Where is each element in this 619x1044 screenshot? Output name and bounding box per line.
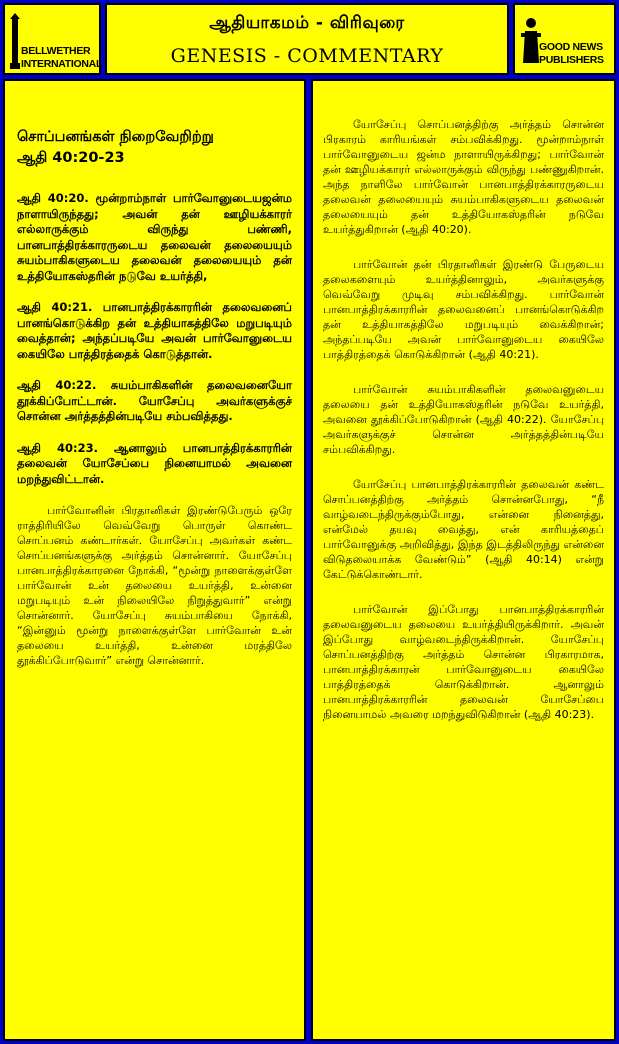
verse-40-23: ஆதி 40:23. ஆனாலும் பானபாத்திரக்காரரின் தலைவன் யோசேப்பை நினையாமல் அவனை மறந்துவிட்டான். — [17, 440, 292, 486]
right-column — [311, 79, 616, 1041]
tower-icon — [9, 13, 21, 69]
commentary-paragraph: பார்வோனின் பிரதானிகள் இரண்டுபேரும் ஒரே ராத்திரியிலே வெவ்வேறு பொருள் கொண்ட சொப்பனம் கண்டார்கள். யோசேப்பு அவர்கள் கண்ட சொப்பனங்களுக்கு அர்த்தம் சொன்னார். யோசேப்பு பானபாத்திரக்காரனை நோக்கி, “மூன்று நாளைக்குள்ளே பார்வோன் உன் தலையை உயர்த்தி, உன்னை மறுபடியும் உன் நிலையிலே நிறுத்துவார்” என்று சொன்னார். யோசேப்பு சுயம்பாகியை நோக்கி, “இன்னும் மூன்று நாளைக்குள்ளே பார்வோன் உன் தலையை உயர்த்தி, உன்னை மரத்திலே தூக்கிப்போடுவார்” என்று சொன்னார். — [17, 504, 292, 667]
commentary-paragraph: பார்வோன் தன் பிரதானிகள் இரண்டு பேருடைய தலைகளையும் உயர்த்தினாலும், அவர்களுக்கு வெவ்வேறு முடிவு சம்பவிக்கிறது. பார்வோன் பானபாத்திரக்காரரின் தலைவனைப் பானங்கொடுக்கிற தன் உத்தியாகத்திலே மறுபடியும் வைக்கிறான்; அந்தப்படியே அவன் பார்வோனுடைய கையிலே பாத்திரத்தைக் கொடுக்கிறான் (ஆதி 40:21). — [323, 258, 604, 361]
header-title-box — [105, 3, 509, 75]
good-news-logo-text: GOOD NEWS PUBLISHERS — [539, 41, 604, 66]
good-news-logo — [513, 3, 616, 75]
title-tamil: ஆதியாகமம் - விரிவுரை — [209, 13, 405, 33]
title-english: GENESIS - COMMENTARY — [170, 45, 444, 67]
commentary-paragraph: யோசேப்பு சொப்பனத்திற்கு அர்த்தம் சொன்ன பிரகாரம் காரியங்கள் சம்பவிக்கிறது. மூன்றாம்நாள் பார்வோனுடைய ஜன்ம நாளாயிருக்கிறது; பார்வோன் தன் ஊழியக்காரர் எல்லாருக்கும் விருந்து பண்ணுகிறான். அந்த நாளிலே பார்வோன் பானபாத்திரக்காரருடைய தலைவன் தலையையும் சுயம்பாகிகளுடைய தலைவன் தலையையும் தன் உத்தியோகஸ்தரின் நடுவே உயர்த்துகிறான் (ஆதி 40:20). — [323, 118, 604, 236]
left-column — [3, 79, 306, 1041]
bellwether-logo — [3, 3, 101, 75]
commentary-paragraph: பார்வோன் சுயம்பாகிகளின் தலைவனுடைய தலையை தன் உத்தியோகஸ்தரின் நடுவே உயர்த்தி, அவனை தூக்கிப்போடுகிறான் (ஆதி 40:22). யோசேப்பு அவர்களுக்குச் சொன்ன அர்த்தத்தின்படியே சம்பவிக்கிறது. — [323, 383, 604, 456]
verse-40-20: ஆதி 40:20. மூன்றாம்நாள் பார்வோனுடையஜன்ம நாளாயிருந்தது; அவன் தன் ஊழியக்காரர் எல்லாருக்கும் விருந்து பண்ணி, பானபாத்திரக்காரருடைய தலைவன் தலையையும் சுயம்பாகிகளுடைய தலைவன் தலையையும் தன் உத்தியோகஸ்தரின் நடுவே உயர்த்தி, — [17, 191, 292, 283]
verse-40-22: ஆதி 40:22. சுயம்பாகிகளின் தலைவனையோ தூக்கிப்போட்டான். யோசேப்பு அவர்களுக்குச் சொன்ன அர்த்தத்தின்படியே சம்பவித்தது. — [17, 378, 292, 423]
commentary-paragraph: யோசேப்பு பானபாத்திரக்காரரின் தலைவன் கண்ட சொப்பனத்திற்கு அர்த்தம் சொன்னபோது, “நீ வாழ்வடைந்திருக்கும்போது, என்னை நினைத்து, என்மேல் தயவு வைத்து, என் காரியத்தைப் பார்வோனுக்கு அறிவித்து, இந்த இடத்திலிருந்து என்னை விடுதலையாக்க வேண்டும்” (ஆதி 40:14) என்று கேட்டுக்கொண்டார். — [323, 478, 604, 581]
figure-icon — [521, 17, 541, 65]
section-heading: சொப்பனங்கள் நிறைவேறிற்று ஆதி 40:20-23 — [17, 129, 214, 166]
commentary-paragraph: பார்வோன் இப்போது பானபாத்திரக்காரரின் தலைவனுடைய தலையை உயர்த்தியிருக்கிறார். அவன் இப்போது வாழ்வடைந்திருக்கிறான். யோசேப்பு சொப்பனத்திற்கு அர்த்தம் சொன்ன பிரகாரமாக, பானபாத்திரக்காரன் பார்வோனுடைய கையிலே பாத்திரத்தைக் கொடுக்கிறான். ஆனாலும் பானபாத்திரக்காரரின் தலைவன் யோசேப்பை நினையாமல் அவரை மறந்துவிடுகிறான் (ஆதி 40:23). — [323, 603, 604, 721]
verse-40-21: ஆதி 40:21. பானபாத்திரக்காரரின் தலைவனைப் பானங்கொடுக்கிற தன் உத்தியாகத்திலே மறுபடியும் வைத்தான்; அந்தப்படியே அவன் பார்வோனுடைய கையிலே பாத்திரத்தைக் கொடுத்தான். — [17, 300, 292, 361]
bellwether-logo-text: BELLWETHER INTERNATIONAL — [21, 45, 103, 70]
